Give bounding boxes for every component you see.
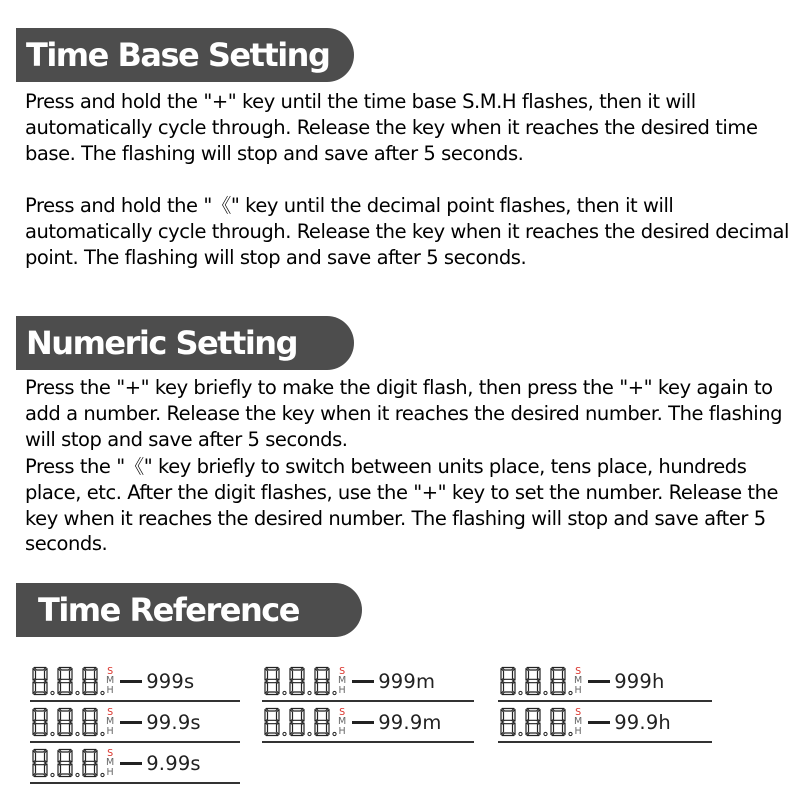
lcd-decimal-point [568, 707, 573, 737]
numeric-paragraph-1: Press the "+" key briefly to make the digit flash, then press the "+" key again to add a number. Release the key when it reaches the desired number. The flashing will stop and save after 5 seconds. [25, 376, 783, 451]
unit-letter-m: M [106, 675, 115, 687]
time-reference-label: 999s [146, 669, 195, 693]
unit-letter-m: M [106, 716, 115, 728]
unit-letter-s: S [575, 706, 582, 718]
lcd-digit [312, 707, 332, 737]
lcd-digit [548, 707, 568, 737]
lcd-decimal-point [100, 666, 105, 696]
time-reference-label: 999m [378, 669, 436, 693]
lcd-digit [287, 707, 307, 737]
dash-separator [588, 680, 610, 683]
time-reference-label: 99.9m [378, 710, 442, 734]
unit-indicator [106, 749, 114, 778]
unit-letter-m: M [574, 716, 583, 728]
time-reference-row [498, 703, 712, 743]
lcd-digit [262, 666, 282, 696]
time-reference-row [262, 662, 474, 702]
lcd-decimal-point [332, 707, 337, 737]
unit-letter-s: S [107, 747, 114, 759]
lcd-display [30, 748, 105, 778]
unit-letter-h: H [574, 684, 582, 696]
dash-separator [352, 680, 374, 683]
lcd-display [498, 707, 573, 737]
time-reference-row [30, 703, 240, 743]
lcd-digit [262, 707, 282, 737]
lcd-digit [30, 748, 50, 778]
lcd-digit [312, 666, 332, 696]
lcd-digit [55, 666, 75, 696]
lcd-digit [287, 666, 307, 696]
dash-separator [352, 721, 374, 724]
unit-letter-h: H [106, 725, 114, 737]
lcd-display [262, 707, 337, 737]
lcd-display [30, 666, 105, 696]
time-reference-row [498, 662, 712, 702]
unit-letter-h: H [338, 684, 346, 696]
time-reference-row [262, 703, 474, 743]
time-reference-label: 999h [614, 669, 665, 693]
time-base-heading: Time Base Setting [16, 28, 354, 82]
dash-separator [120, 680, 142, 683]
lcd-display [30, 707, 105, 737]
unit-letter-m: M [338, 716, 347, 728]
dash-separator [120, 762, 142, 765]
unit-letter-h: H [574, 725, 582, 737]
numeric-heading: Numeric Setting [16, 316, 354, 370]
time-reference-row [30, 744, 240, 784]
lcd-decimal-point [100, 707, 105, 737]
lcd-digit [30, 666, 50, 696]
unit-letter-s: S [107, 665, 114, 677]
lcd-digit [80, 666, 100, 696]
unit-letter-s: S [107, 706, 114, 718]
numeric-paragraph-2: Press the "《" key briefly to switch between units place, tens place, hundreds place, etc. After the digit flashes, use the "+" key to set the number. Release the key when it reaches the desired number. The flashing will stop and save after 5 seconds. [25, 455, 779, 556]
dash-separator [120, 721, 142, 724]
lcd-digit [80, 707, 100, 737]
lcd-digit [30, 707, 50, 737]
unit-letter-m: M [574, 675, 583, 687]
unit-indicator [106, 708, 114, 737]
time-reference-label: 99.9s [146, 710, 201, 734]
lcd-decimal-point [100, 748, 105, 778]
unit-letter-m: M [338, 675, 347, 687]
unit-letter-s: S [575, 665, 582, 677]
time-base-paragraph-2: Press and hold the "《" key until the decimal point flashes, then it will automatically cycle through. Release the key when it reaches the desired decimal point. The flashing will stop and save after 5 seconds. [25, 194, 789, 269]
lcd-display [262, 666, 337, 696]
unit-letter-h: H [338, 725, 346, 737]
unit-indicator [574, 667, 582, 696]
lcd-digit [498, 707, 518, 737]
time-reference-row [30, 662, 240, 702]
lcd-digit [55, 707, 75, 737]
unit-letter-h: H [106, 684, 114, 696]
lcd-decimal-point [332, 666, 337, 696]
unit-indicator [574, 708, 582, 737]
dash-separator [588, 721, 610, 724]
unit-letter-s: S [339, 665, 346, 677]
lcd-decimal-point [568, 666, 573, 696]
time-reference-heading: Time Reference [16, 583, 362, 637]
unit-letter-h: H [106, 766, 114, 778]
unit-indicator [338, 667, 346, 696]
unit-letter-m: M [106, 757, 115, 769]
unit-indicator [106, 667, 114, 696]
lcd-digit [498, 666, 518, 696]
time-reference-label: 9.99s [146, 751, 201, 775]
lcd-digit [80, 748, 100, 778]
lcd-digit [548, 666, 568, 696]
time-reference-label: 99.9h [614, 710, 671, 734]
lcd-digit [55, 748, 75, 778]
lcd-digit [523, 707, 543, 737]
lcd-display [498, 666, 573, 696]
time-base-paragraph-1: Press and hold the "+" key until the time base S.M.H flashes, then it will automatically cycle through. Release the key when it reaches the desired time base. The flashing will stop and save after 5 seconds. [25, 90, 758, 165]
unit-letter-s: S [339, 706, 346, 718]
unit-indicator [338, 708, 346, 737]
lcd-digit [523, 666, 543, 696]
